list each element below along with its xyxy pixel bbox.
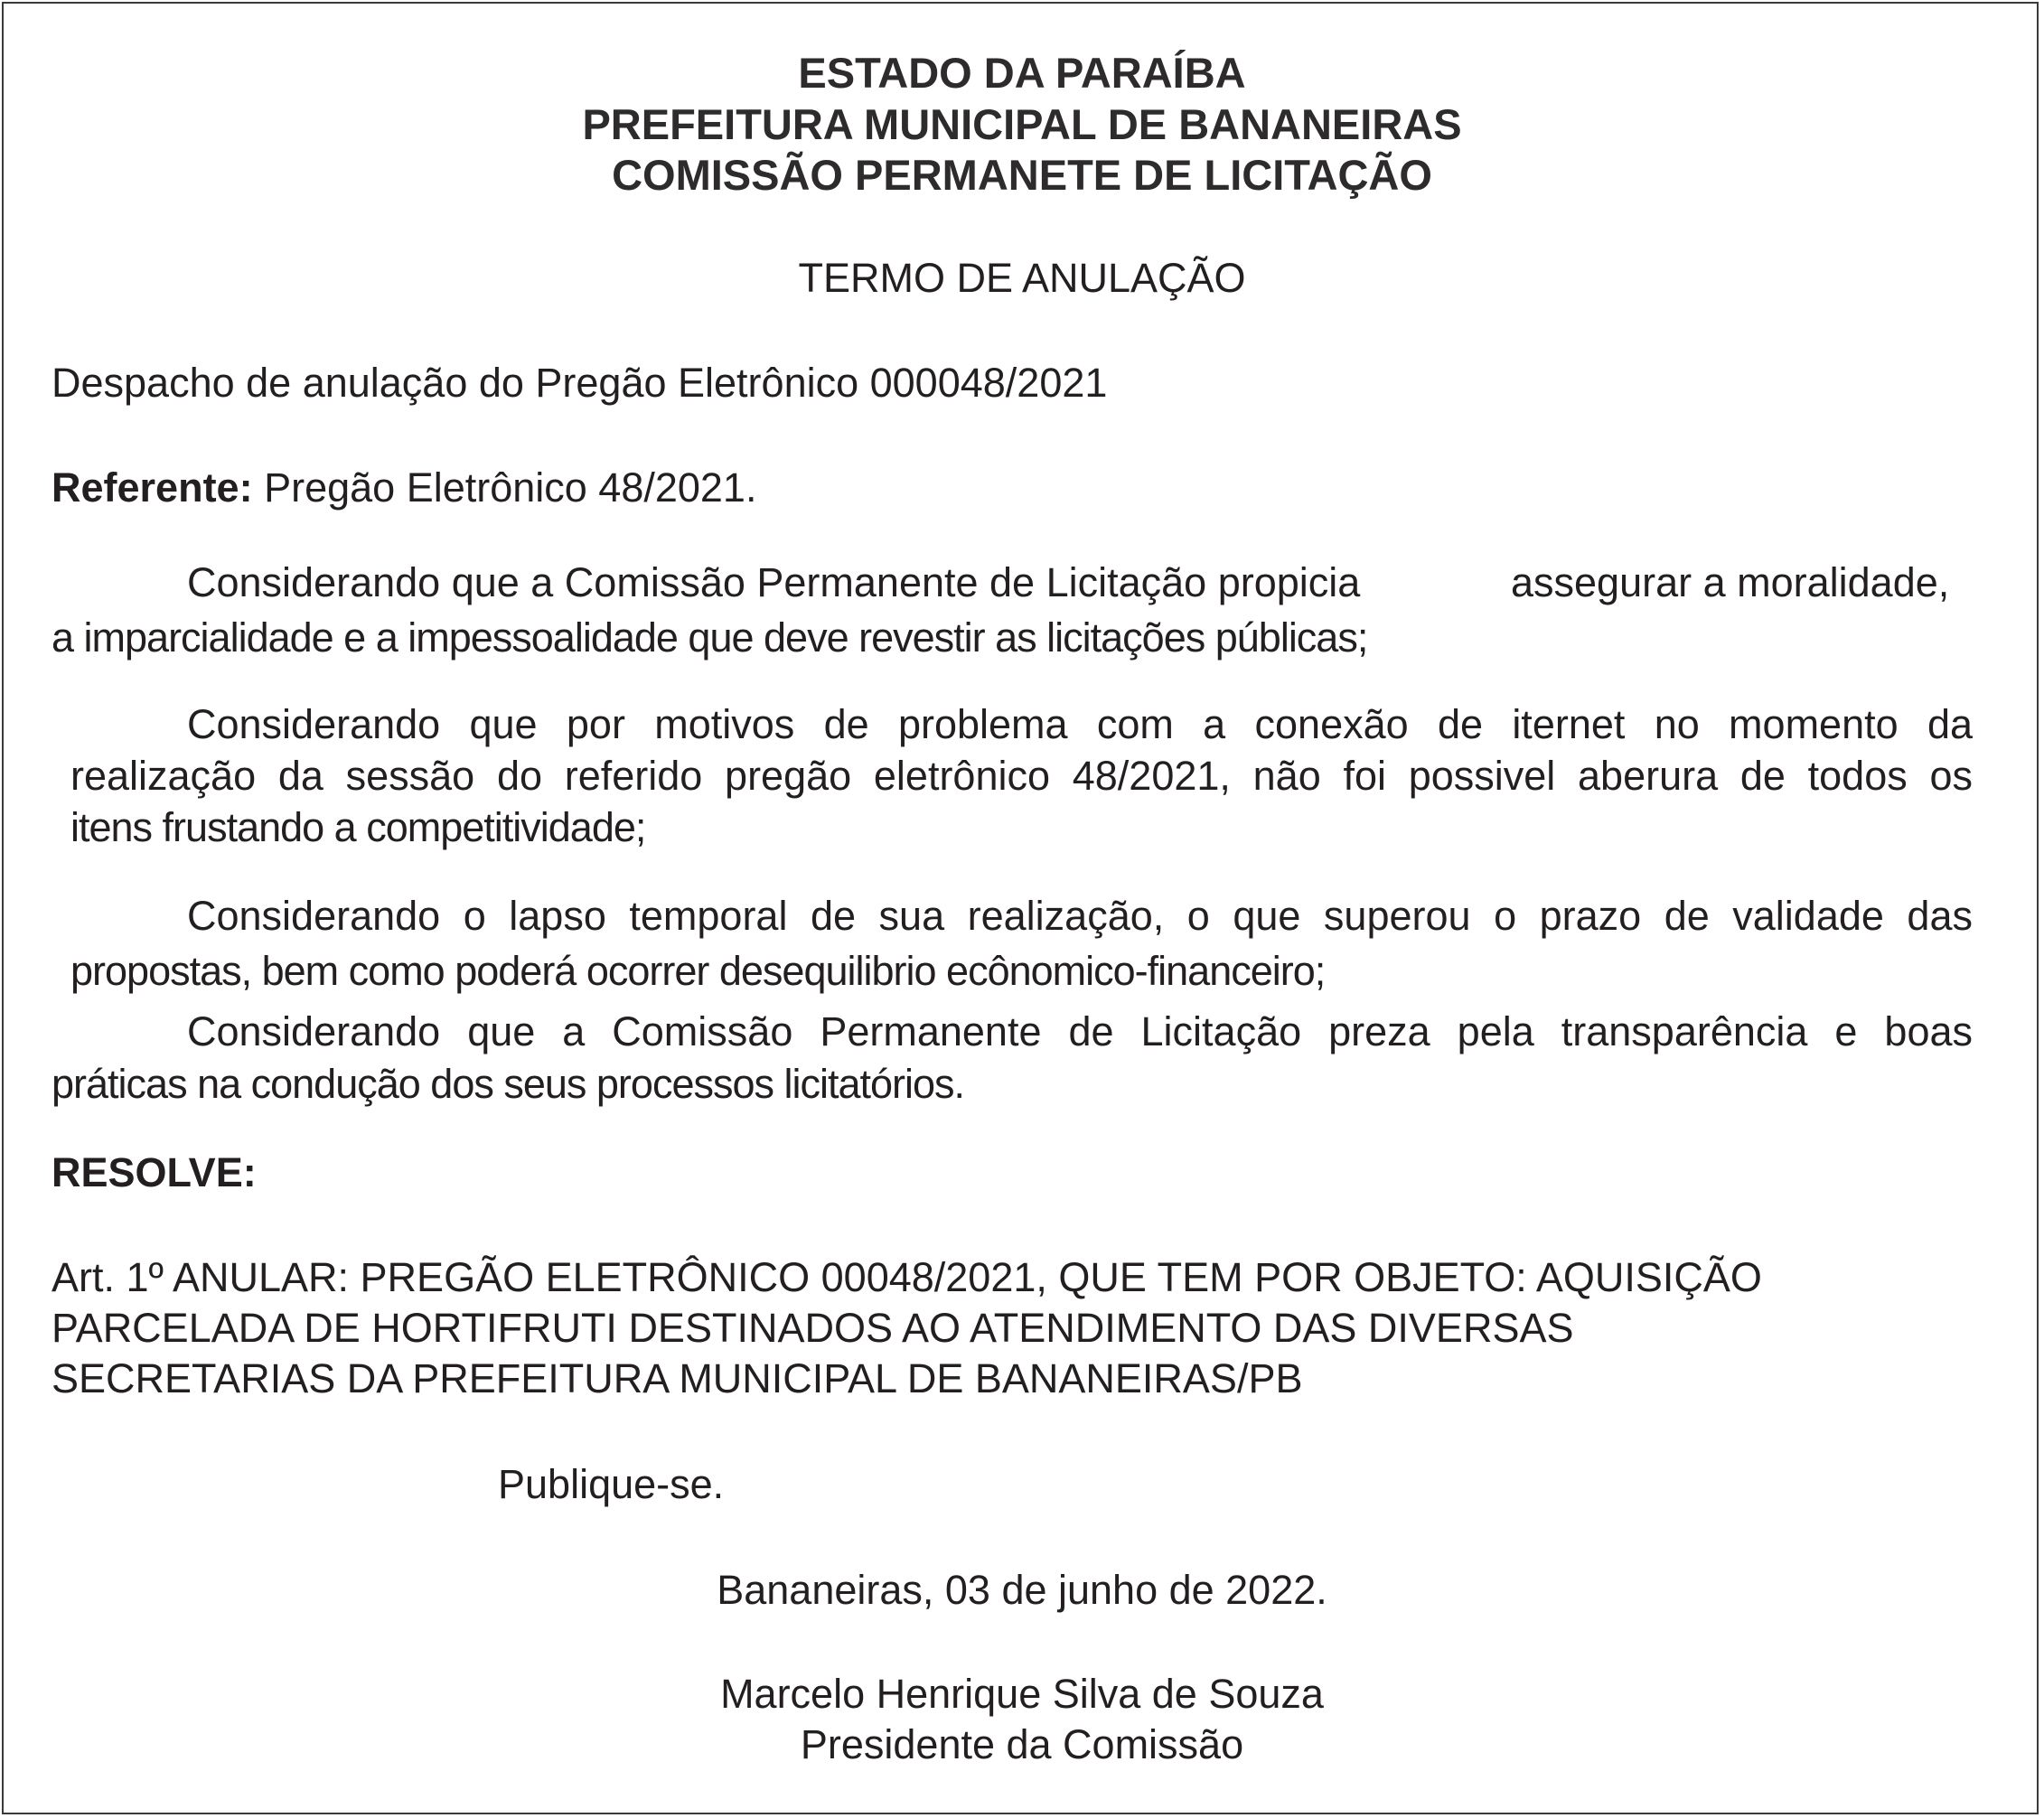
considerando-4-line-1: Considerando que a Comissão Permanente de Licitação preza pela transparência e boas: [187, 1008, 1973, 1054]
referente-line: [52, 464, 757, 511]
considerando-1-line-2: a imparcialidade e a impessoalidade que deve revestir as licitações públicas;: [52, 614, 1368, 661]
header-commission: COMISSÃO PERMANETE DE LICITAÇÃO: [612, 151, 1432, 199]
considerando-2-line-1: Considerando que por motivos de problema com a conexão de iternet no momento da: [187, 701, 1973, 747]
header-municipality: PREFEITURA MUNICIPAL DE BANANEIRAS: [582, 100, 1462, 148]
place-date: Bananeiras, 03 de junho de 2022.: [717, 1567, 1327, 1613]
considerando-3-line-1: Considerando o lapso temporal de sua realização, o que superou o prazo de validade das: [187, 893, 1973, 939]
article-line-2: PARCELADA DE HORTIFRUTI DESTINADOS AO ATENDIMENTO DAS DIVERSAS: [52, 1305, 1574, 1351]
considerando-4-line-2: práticas na condução dos seus processos licitatórios.: [52, 1061, 965, 1107]
considerando-3-line-2: propostas, bem como poderá ocorrer desequilibrio ecônomico-financeiro;: [70, 948, 1326, 994]
considerando-2-line-2: realização da sessão do referido pregão eletrônico 48/2021, não foi possivel aberura de todos os: [70, 753, 1973, 799]
referente-label: Referente:: [52, 464, 253, 511]
considerando-1-line-1b: assegurar a moralidade,: [1511, 559, 1950, 605]
article-line-3: SECRETARIAS DA PREFEITURA MUNICIPAL DE BANANEIRAS/PB: [52, 1355, 1303, 1401]
signatory-role: Presidente da Comissão: [800, 1721, 1244, 1767]
article-line-1: Art. 1º ANULAR: PREGÃO ELETRÔNICO 00048/2021, QUE TEM POR OBJETO: AQUISIÇÃO: [52, 1254, 1762, 1300]
considerando-1-line-1a: Considerando que a Comissão Permanente de Licitação propicia: [187, 559, 1361, 605]
publique-se: Publique-se.: [498, 1461, 725, 1507]
despacho-line: Despacho de anulação do Pregão Eletrônico 000048/2021: [52, 360, 1108, 406]
document-title: TERMO DE ANULAÇÃO: [798, 255, 1246, 301]
signatory-name: Marcelo Henrique Silva de Souza: [720, 1671, 1324, 1717]
resolve-heading: RESOLVE:: [52, 1149, 257, 1195]
header-state: ESTADO DA PARAÍBA: [798, 49, 1246, 97]
referente-text: Pregão Eletrônico 48/2021.: [264, 464, 757, 511]
considerando-2-line-3: itens frustando a competitividade;: [70, 804, 646, 850]
